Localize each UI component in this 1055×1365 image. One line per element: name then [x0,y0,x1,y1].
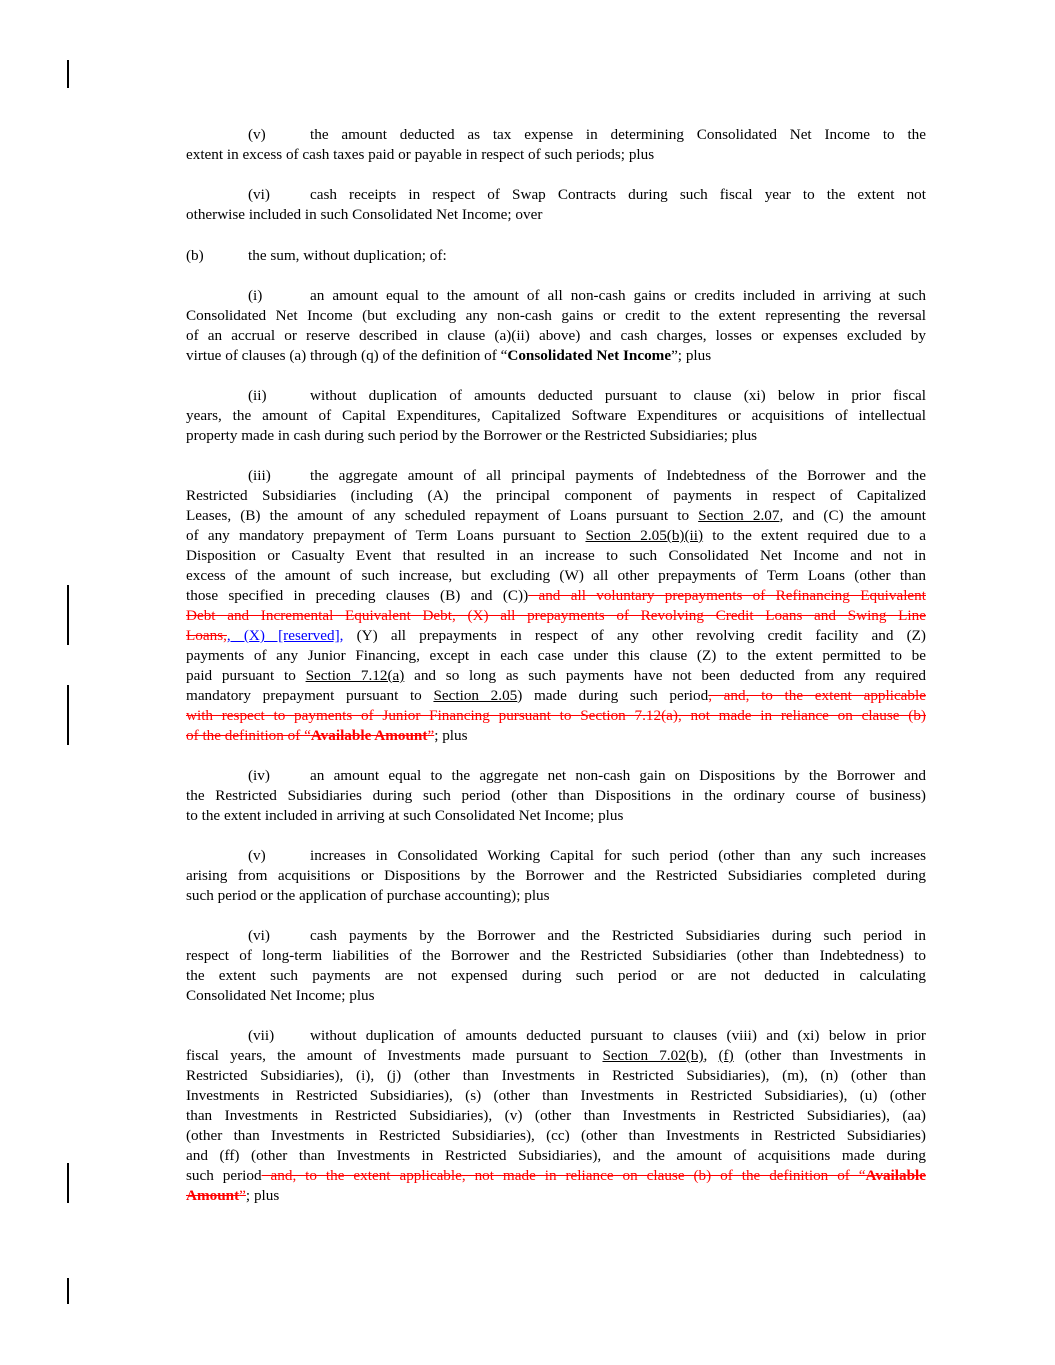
text-line: than Investments in Restricted Subsidiaries), (v) (other than Investments in Restricted Subsidiaries), (aa) [186,1107,926,1124]
paragraph-a-vi: (vi) cash receipts in respect of Swap Contracts during such fiscal year to the extent not [248,186,926,203]
text-line: Restricted Subsidiaries (including (A) the principal component of payments in respect of Capitalized [186,487,926,504]
text-line: of any mandatory prepayment of Term Loans pursuant to Section 2.05(b)(ii) to the extent required due to a [186,527,927,544]
text-line: excess of the amount of such increase, but excluding (W) all other prepayments of Term Loans (other than [186,567,926,584]
deleted-text: Debt and Incremental Equivalent Debt, (X) all prepayments of Revolving Credit Loans and Swing Line [186,607,926,624]
change-bar [67,685,69,745]
text-line: of an accrual or reserve described in clause (a)(ii) above) and cash charges, losses or expenses excluded by [186,327,926,344]
section-reference: (f) [718,1047,734,1064]
text-line: mandatory prepayment pursuant to Section 2.05) made during such period, and, to the extent applicable [186,687,926,704]
paragraph-b-vii: (vii) without duplication of amounts deducted pursuant to clauses (viii) and (xi) below in prior [248,1027,926,1044]
text-line: such period and, to the extent applicable, not made in reliance on clause (b) of the definition of “Available [186,1167,926,1184]
text-line: the Restricted Subsidiaries during such period (other than Dispositions in the ordinary course of business) [186,787,926,804]
text-line: the extent such payments are not expensed during such period or are not deducted in calculating [186,967,926,984]
paragraph-b-iii: (iii) the aggregate amount of all principal payments of Indebtedness of the Borrower and the [248,467,926,484]
text-line: Investments in Restricted Subsidiaries), (s) (other than Investments in Restricted Subsidiaries), (u) (other [186,1087,926,1104]
clause-number: (ii) [248,387,267,404]
paragraph-b: (b) the sum, without duplication; of: [186,247,447,264]
deleted-text: and, to the extent applicable, not made in reliance on clause (b) of the definition of “ [261,1167,866,1184]
paragraph-b-iv: (iv) an amount equal to the aggregate net non-cash gain on Dispositions by the Borrower and [248,767,926,784]
text-line: Leases, (B) the amount of any scheduled repayment of Loans pursuant to Section 2.07, and (C) the amount [186,507,926,524]
text-line: virtue of clauses (a) through (q) of the definition of “Consolidated Net Income”; plus [186,347,712,364]
deleted-text: with respect to payments of Junior Financing pursuant to [186,707,581,724]
clause-number: (v) [248,847,266,864]
change-bar [67,585,69,645]
change-bar [67,1278,69,1304]
text-line: Consolidated Net Income (but excluding any non-cash gains or credit to the extent representing the reversal [186,307,926,324]
paragraph-b-ii: (ii) without duplication of amounts deducted pursuant to clause (xi) below in prior fiscal [248,387,926,404]
deleted-text: ” [239,1187,246,1204]
text-line: payments of any Junior Financing, except in each case under this clause (Z) to the extent permitted to be [186,647,926,664]
clause-number: (vi) [248,186,270,203]
text-line: years, the amount of Capital Expenditures, Capitalized Software Expenditures or acquisitions of intellectual [186,407,926,424]
clause-number: (v) [248,126,266,143]
deleted-text: , not made in reliance on clause (b) [677,707,926,724]
deleted-section-reference: Section 7.12(a) [580,707,678,724]
deleted-defined-term: Amount [186,1187,240,1204]
clause-number: (vi) [248,927,270,944]
section-reference: Section 2.07 [698,507,780,524]
change-bar [67,60,69,88]
text-line: extent in excess of cash taxes paid or payable in respect of such periods; plus [186,146,655,163]
deleted-text: , and, to the extent applicable [708,687,926,704]
text-line: and (ff) (other than Investments in Restricted Subsidiaries), and the amount of acquisitions made during [186,1147,926,1164]
deleted-text: ” [427,727,435,744]
text-line: respect of long-term liabilities of the Borrower and the Restricted Subsidiaries (other than Indebtedness) to [186,947,926,964]
defined-term: Consolidated Net Income [507,347,672,364]
text-line: to the extent included in arriving at such Consolidated Net Income; plus [186,807,624,824]
paragraph-b-i: (i) an amount equal to the amount of all non-cash gains or credits included in arriving at such [248,287,926,304]
text-line: paid pursuant to Section 7.12(a) and so long as such payments have not been deducted from any required [186,667,926,684]
text-line: of the definition of “Available Amount”; plus [186,727,468,744]
inserted-text: , (X) [reserved], [226,627,344,644]
section-reference: Section 2.05(b)(ii) [585,527,704,544]
section-reference: Section 7.02(b) [602,1047,704,1064]
clause-number: (b) [186,247,204,264]
text-line [186,606,926,626]
paragraph-a-v: (v) the amount deducted as tax expense in determining Consolidated Net Income to the [248,126,926,143]
change-bar [67,1163,69,1203]
text-line: Disposition or Casualty Event that resulted in an increase to such Consolidated Net Income and not in [186,547,926,564]
text-line: those specified in preceding clauses (B) and (C)) and all voluntary prepayments of Refinancing Equivalent [186,587,926,604]
deleted-text: and all voluntary prepayments of Refinancing Equivalent [528,587,926,604]
deleted-defined-term: Available [865,1167,926,1184]
paragraph-b-v: (v) increases in Consolidated Working Capital for such period (other than any such increases [248,847,926,864]
clause-number: (iii) [248,467,271,484]
text-line: fiscal years, the amount of Investments made pursuant to Section 7.02(b), (f) (other than Investments in [186,1047,927,1064]
text-line: such period or the application of purchase accounting); plus [186,887,550,904]
text-line: Consolidated Net Income; plus [186,987,375,1004]
text-line [186,706,926,726]
deleted-text: of the definition of “ [186,727,311,744]
text-line: Loans,, (X) [reserved], (Y) all prepayments in respect of any other revolving credit facility and (Z) [186,627,926,644]
section-reference: Section 7.12(a) [305,667,405,684]
deleted-text: Loans, [186,627,227,644]
clause-number: (vii) [248,1027,275,1044]
text-line: Restricted Subsidiaries), (i), (j) (other than Investments in Restricted Subsidiaries), (m), (n) (other than [186,1067,926,1084]
clause-number: (i) [248,287,263,304]
paragraph-b-vi: (vi) cash payments by the Borrower and the Restricted Subsidiaries during such period in [248,927,926,944]
text-line: Amount”; plus [186,1187,280,1204]
text-line: property made in cash during such period by the Borrower or the Restricted Subsidiaries; plus [186,427,758,444]
clause-number: (iv) [248,767,270,784]
deleted-defined-term: Available Amount [310,727,428,744]
section-reference: Section 2.05 [433,687,518,704]
text-line: arising from acquisitions or Dispositions by the Borrower and the Restricted Subsidiaries completed during [186,867,926,884]
text-line: otherwise included in such Consolidated Net Income; over [186,206,543,223]
text-line: (other than Investments in Restricted Subsidiaries), (cc) (other than Investments in Restricted Subsidiaries) [186,1127,926,1144]
